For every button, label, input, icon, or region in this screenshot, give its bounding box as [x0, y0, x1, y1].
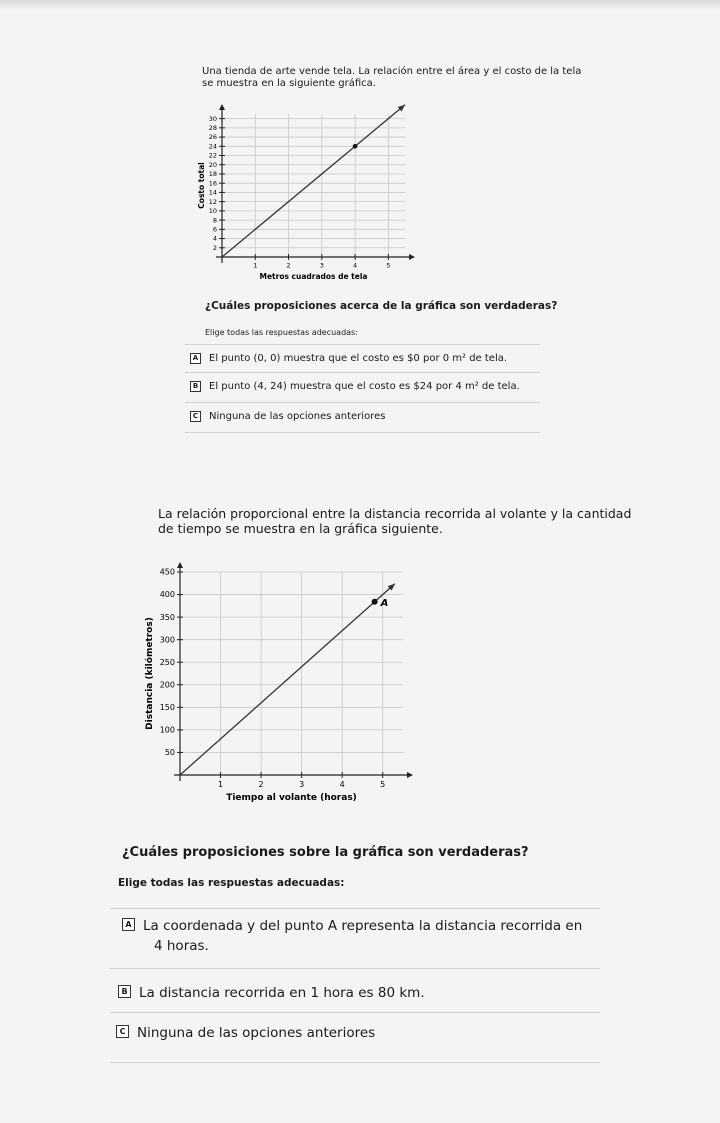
x-axis-title: Tiempo al volante (horas): [226, 793, 357, 803]
y-tick-label: 300: [159, 635, 175, 645]
option-text-continued: 4 horas.: [154, 938, 209, 954]
intro-line-1: La relación proporcional entre la distancia recorrida al volante y la cantidad: [158, 506, 632, 521]
y-tick-label: 10: [208, 207, 217, 216]
y-axis-title: Costo total: [197, 162, 206, 209]
x-axis-arrow: [409, 254, 415, 260]
y-tick-label: 150: [159, 703, 175, 712]
y-tick-label: 26: [208, 133, 217, 142]
x-tick-label: 2: [258, 780, 264, 789]
option-b[interactable]: [118, 985, 425, 1001]
question-text: ¿Cuáles proposiciones acerca de la gráfica son verdaderas?: [205, 300, 558, 312]
y-tick-label: 250: [159, 657, 175, 667]
cost-chart: [180, 100, 420, 290]
y-axis-arrow: [219, 104, 225, 110]
divider: [185, 432, 540, 433]
y-tick-label: 20: [208, 160, 217, 169]
y-tick-label: 50: [164, 748, 175, 758]
option-letter: C: [116, 1025, 129, 1038]
option-a[interactable]: [122, 918, 582, 954]
option-c[interactable]: [190, 411, 385, 422]
option-text: Ninguna de las opciones anteriores: [209, 411, 386, 422]
y-tick-label: 16: [208, 179, 217, 188]
option-c[interactable]: [116, 1025, 375, 1041]
divider: [110, 968, 600, 969]
hint-text: Elige todas las respuestas adecuadas:: [205, 328, 358, 337]
y-tick-label: 24: [208, 142, 217, 151]
x-axis-arrow: [407, 772, 413, 778]
data-point: [372, 599, 378, 605]
x-tick-label: 5: [380, 780, 386, 789]
x-tick-label: 5: [386, 261, 391, 270]
series-line: [180, 584, 395, 775]
option-b[interactable]: [190, 381, 520, 392]
option-letter: A: [190, 353, 201, 364]
y-tick-label: 100: [159, 725, 175, 735]
y-tick-label: 450: [159, 567, 175, 577]
intro-text: [158, 506, 631, 536]
option-text: Ninguna de las opciones anteriores: [137, 1025, 376, 1041]
point-label: A: [380, 597, 389, 609]
option-a[interactable]: [190, 353, 507, 364]
divider: [185, 402, 540, 403]
y-axis-title: Distancia (kilómetros): [145, 617, 155, 730]
y-tick-label: 30: [208, 114, 217, 123]
intro-line-1: Una tienda de arte vende tela. La relación entre el área y el costo de la tela: [202, 66, 582, 77]
x-tick-label: 3: [299, 780, 305, 789]
y-tick-label: 8: [212, 216, 217, 225]
divider: [110, 908, 600, 909]
option-text: El punto (4, 24) muestra que el costo es $24 por 4 m² de tela.: [209, 381, 520, 392]
y-tick-label: 200: [159, 680, 175, 690]
x-axis-title: Metros cuadrados de tela: [259, 272, 368, 281]
x-tick-label: 2: [286, 261, 291, 270]
divider: [185, 344, 540, 345]
intro-line-2: de tiempo se muestra en la gráfica siguiente.: [158, 521, 443, 536]
x-tick-label: 4: [339, 780, 345, 789]
y-tick-label: 28: [208, 124, 217, 133]
intro-text: [202, 66, 581, 90]
y-tick-label: 12: [208, 197, 217, 206]
divider: [110, 1012, 600, 1013]
x-tick-label: 3: [319, 261, 324, 270]
option-letter: B: [118, 985, 131, 998]
divider: [185, 372, 540, 373]
x-tick-label: 1: [217, 780, 224, 789]
x-tick-label: 4: [353, 261, 358, 270]
option-text: La coordenada y del punto A representa la distancia recorrida en: [143, 918, 583, 934]
y-tick-label: 18: [208, 170, 217, 179]
y-tick-label: 2: [212, 243, 217, 252]
y-tick-label: 6: [212, 225, 217, 234]
option-letter: B: [190, 381, 201, 392]
y-tick-label: 400: [159, 590, 175, 600]
option-text: La distancia recorrida en 1 hora es 80 km.: [139, 985, 425, 1001]
y-axis-arrow: [177, 562, 183, 568]
option-text: El punto (0, 0) muestra que el costo es $0 por 0 m² de tela.: [209, 353, 508, 364]
question-text: ¿Cuáles proposiciones sobre la gráfica son verdaderas?: [122, 845, 529, 860]
distance-chart: [140, 555, 420, 820]
option-letter: C: [190, 411, 201, 422]
top-edge: [0, 0, 720, 10]
option-letter: A: [122, 918, 135, 931]
data-point: [353, 144, 358, 149]
divider: [110, 1062, 600, 1063]
intro-line-2: se muestra en la siguiente gráfica.: [202, 78, 376, 89]
y-tick-label: 350: [159, 612, 175, 622]
x-tick-label: 1: [253, 261, 258, 270]
hint-text: Elige todas las respuestas adecuadas:: [118, 877, 345, 889]
y-tick-label: 4: [212, 234, 217, 243]
y-tick-label: 22: [208, 151, 217, 160]
y-tick-label: 14: [208, 188, 217, 197]
